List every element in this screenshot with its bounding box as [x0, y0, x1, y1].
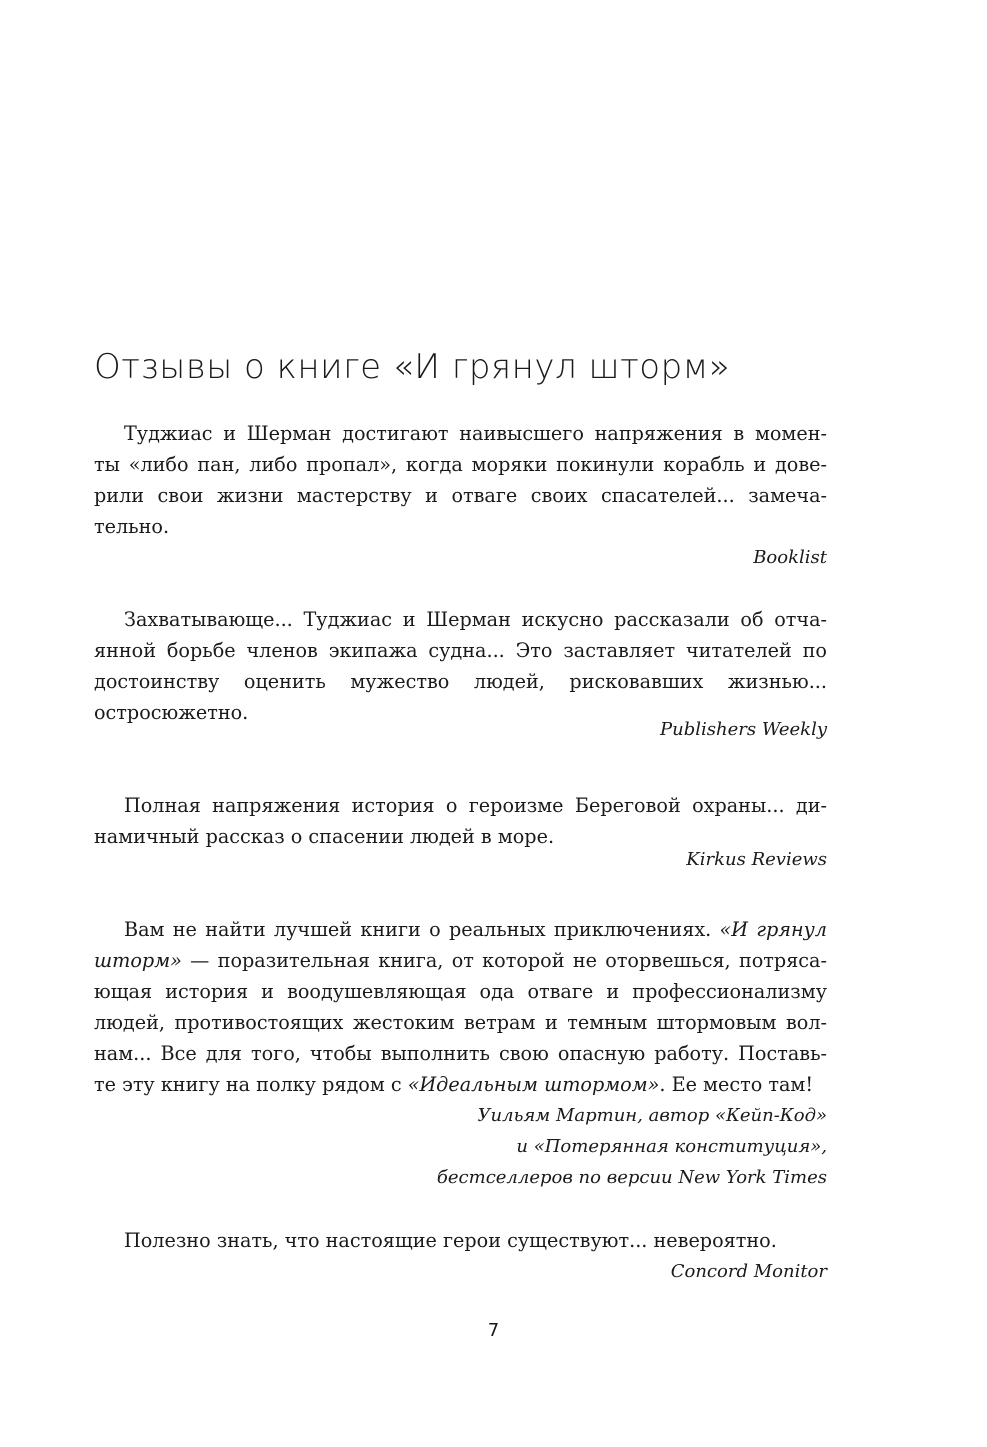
review-3-line-1: Полная напряжения история о героизме Береговой охраны... ди-: [124, 794, 827, 817]
review-1-line-2: ты «либо пан, либо пропал», когда моряки покинули корабль и дове-: [94, 453, 827, 476]
review-2-attribution: Publishers Weekly: [660, 719, 827, 740]
review-4-line-1: [94, 914, 827, 945]
page-number: 7: [487, 1320, 500, 1341]
review-1-line-1: Туджиас и Шерман достигают наивысшего напряжения в момен-: [124, 422, 827, 445]
review-2-line-2: янной борьбе членов экипажа судна... Это заставляет читателей по: [94, 639, 827, 662]
review-4-line-5: нам... Все для того, чтобы выполнить свою опасную работу. Поставь-: [94, 1042, 827, 1065]
review-5-attribution: Concord Monitor: [670, 1261, 827, 1282]
review-4-line-6-end: . Ее место там!: [659, 1073, 814, 1096]
review-1-line-4: тельно.: [94, 515, 170, 538]
review-4-line-4: людей, противостоящих жестоким ветрам и темным штормовым вол-: [94, 1011, 827, 1034]
review-4-line-2-text: — поразительная книга, от которой не оторвешься, потряса-: [190, 949, 827, 972]
review-3-attribution: Kirkus Reviews: [686, 849, 827, 870]
review-3-line-2: намичный рассказ о спасении людей в море.: [94, 825, 555, 848]
review-2-line-4: остросюжетно.: [94, 701, 249, 724]
page-title: Отзывы о книге «И грянул шторм»: [94, 347, 731, 387]
review-1-line-3: рили свои жизни мастерству и отваге своих спасателей... замеча-: [94, 484, 827, 507]
review-4-attribution-3: бестселлеров по версии New York Times: [436, 1167, 827, 1188]
referenced-book-italic: «Идеальным штормом»: [407, 1073, 660, 1096]
review-4-line-6-text: те эту книгу на полку рядом с: [94, 1073, 402, 1096]
review-4-line-1-text: Вам не найти лучшей книги о реальных приключениях.: [124, 918, 712, 941]
review-4-line-6: [94, 1069, 827, 1100]
book-title-italic-end: шторм»: [94, 949, 182, 972]
book-title-italic: «И грянул: [719, 918, 827, 941]
review-4-line-2: [94, 945, 827, 976]
review-4-line-3: ющая история и воодушевляющая ода отваге и профессионализму: [94, 980, 827, 1003]
review-2-line-3: достоинству оценить мужество людей, рисковавших жизнью...: [94, 670, 827, 693]
review-2-line-1: Захватывающе... Туджиас и Шерман искусно рассказали об отча-: [124, 608, 827, 631]
review-4-attribution-1: Уильям Мартин, автор «Кейп-Код»: [477, 1105, 827, 1126]
review-4-attribution-2: и «Потерянная конституция»,: [516, 1136, 827, 1157]
review-5-line-1: Полезно знать, что настоящие герои существуют... невероятно.: [124, 1229, 777, 1252]
review-1-attribution: Booklist: [753, 547, 827, 568]
